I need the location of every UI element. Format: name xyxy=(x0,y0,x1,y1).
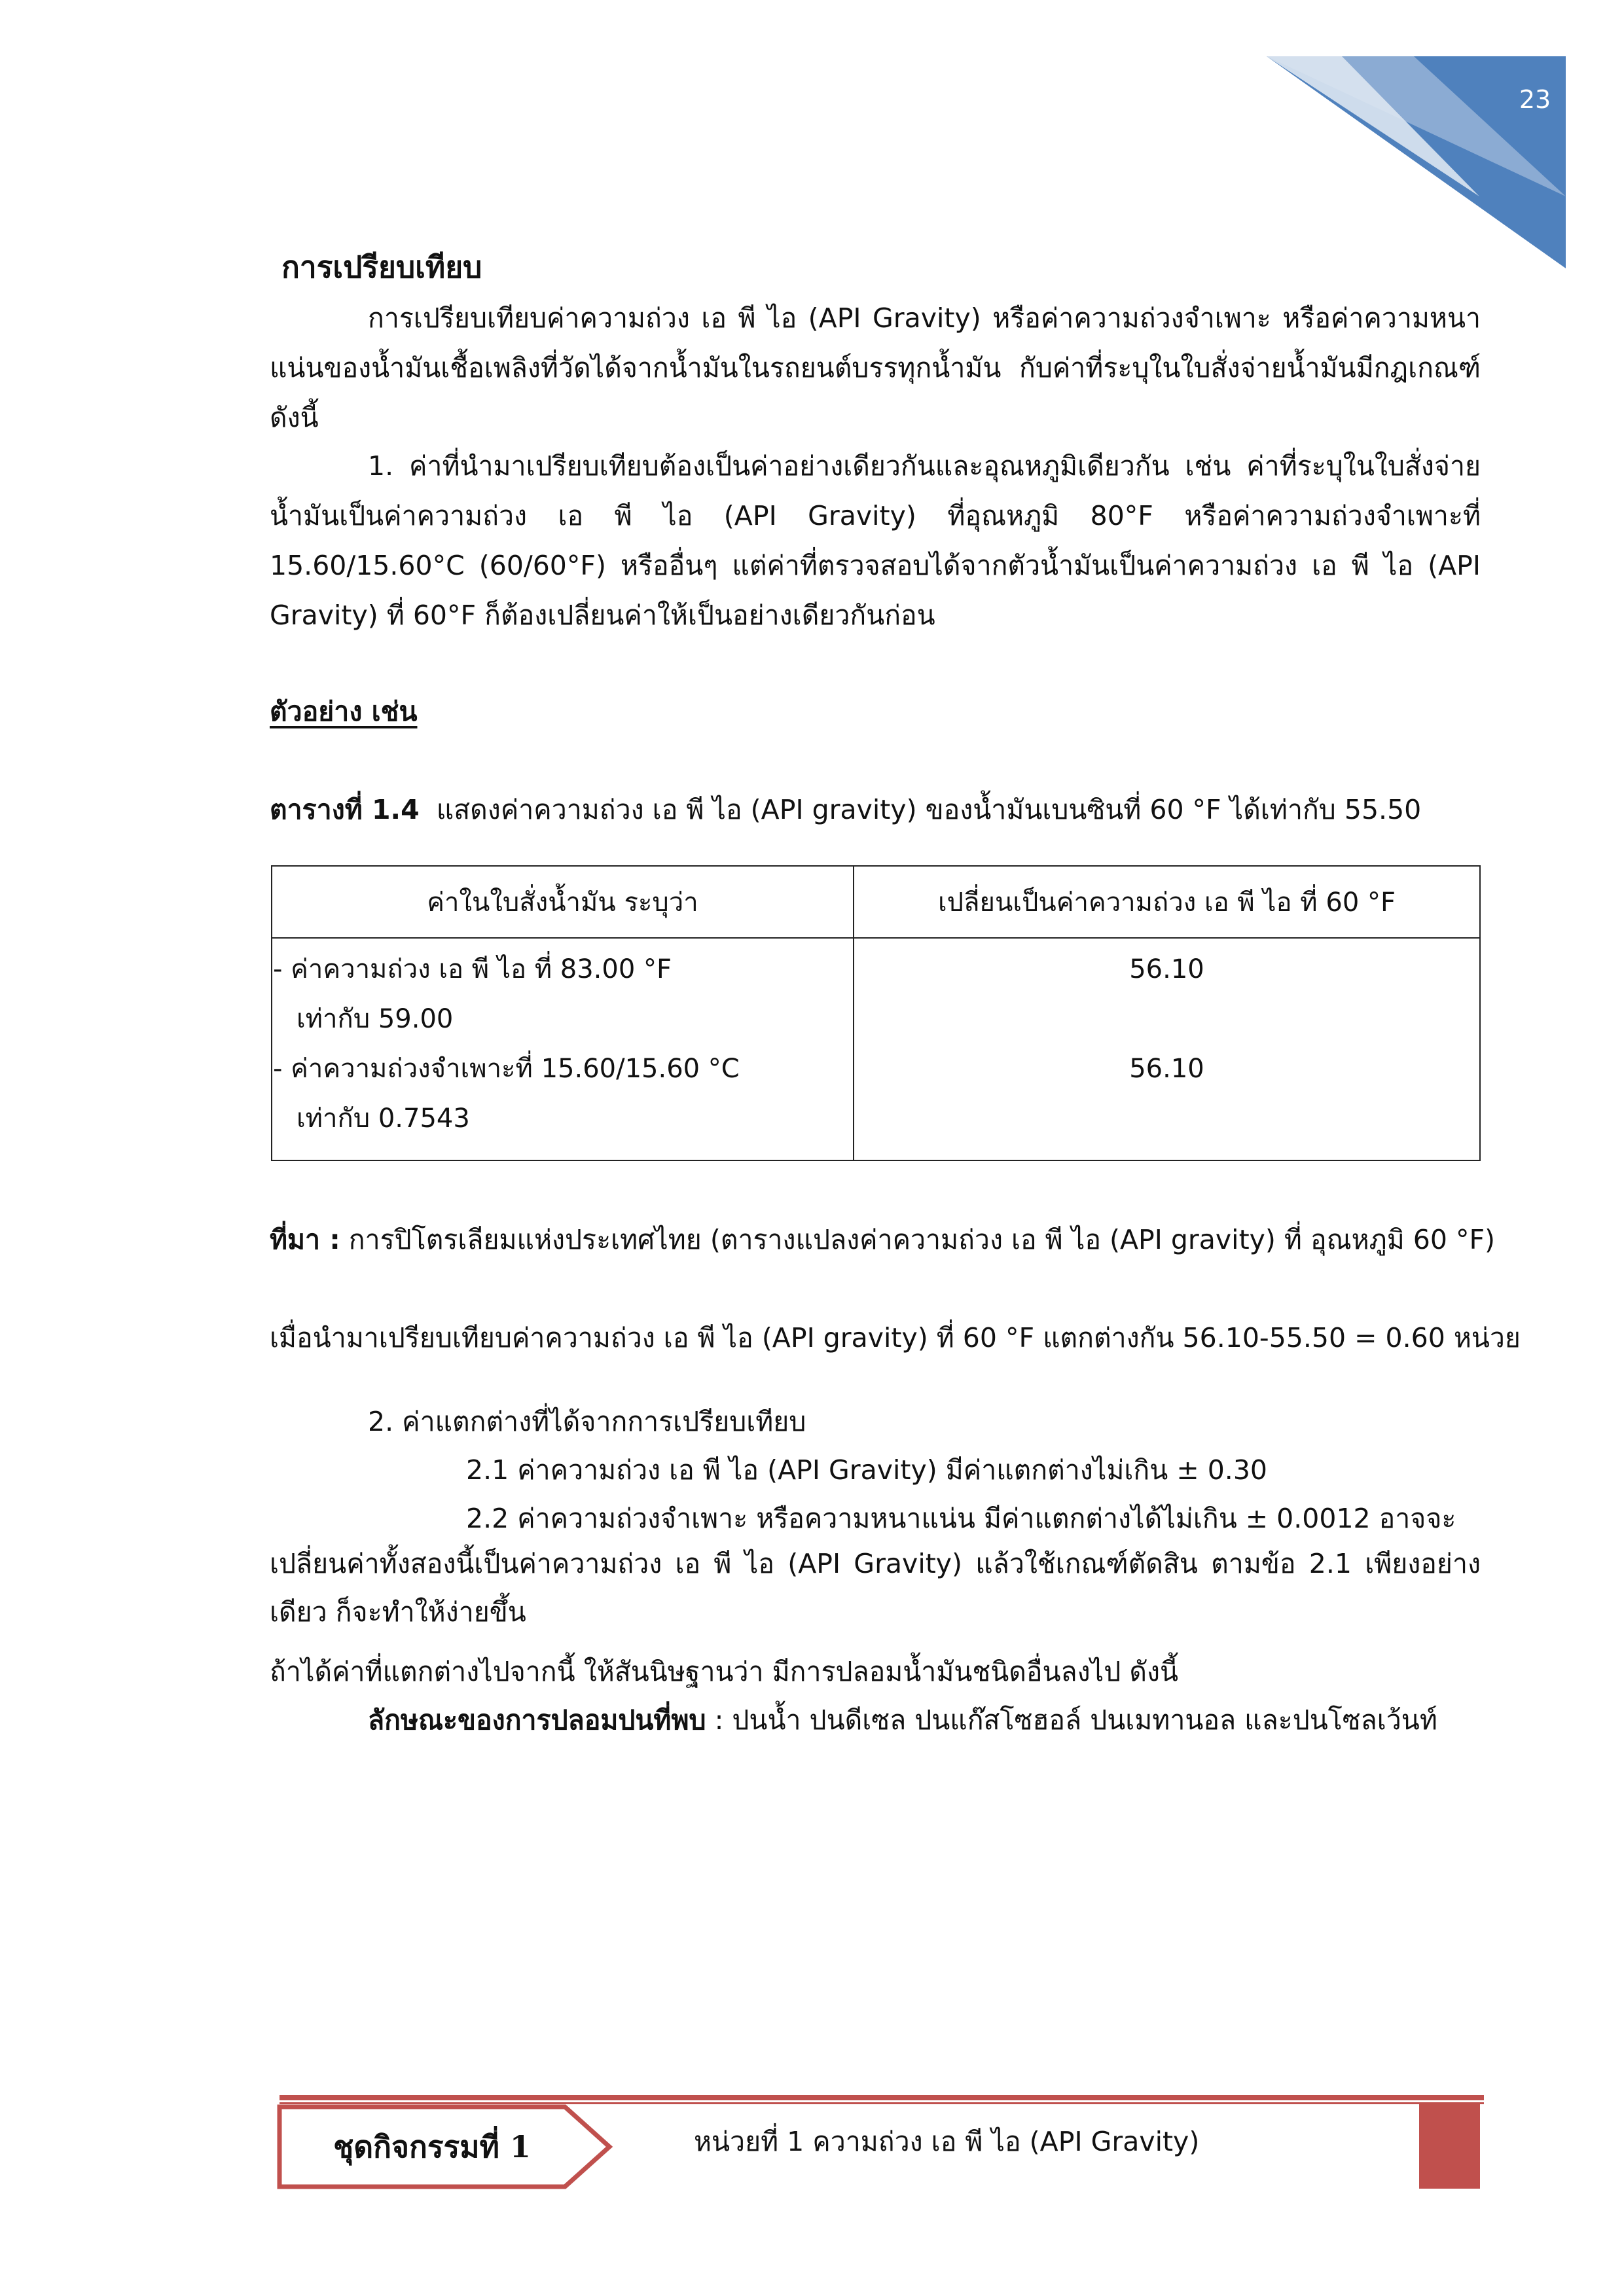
corner-decoration xyxy=(0,0,1624,281)
row1-value: 56.10 xyxy=(1129,954,1204,984)
source-text: การปิโตรเลียมแห่งประเทศไทย (ตารางแปลงค่าความถ่วง เอ พี ไอ (API gravity) ที่ อุณหภูมิ 60 °F) xyxy=(348,1224,1496,1255)
footer-accent-block xyxy=(1419,2102,1480,2189)
example-label: ตัวอย่าง เช่น xyxy=(270,696,418,727)
table-caption-text: แสดงค่าความถ่วง เอ พี ไอ (API gravity) ของน้ำมันเบนซินที่ 60 °F ได้เท่ากับ 55.50 xyxy=(436,794,1422,825)
row1-line1: - ค่าความถ่วง เอ พี ไอ ที่ 83.00 °F xyxy=(273,954,672,984)
rule-1-paragraph: 1. ค่าที่นำมาเปรียบเทียบต้องเป็นค่าอย่างเดียวกันและอุณหภูมิเดียวกัน เช่น ค่าที่ระบุในใบสั่งจ่ายน้ำมันเป็นค่าความถ่วง เอ พี ไอ (API Gravity) ที่อุณหภูมิ 80°F หรือค่าความถ่วงจำเพาะที่ 15.60/15.60°C (60/60°F) หรืออื่นๆ แต่ค่าที่ตรวจสอบได้จากตัวน้ำมันเป็นค่าความถ่วง เอ พี ไอ (API Gravity) ที่ 60°F ก็ต้องเปลี่ยนค่าให้เป็นอย่างเดียวกันก่อน xyxy=(270,450,1481,631)
row2-line1: - ค่าความถ่วงจำเพาะที่ 15.60/15.60 °C xyxy=(273,1054,740,1084)
footer-rule-thick xyxy=(280,2095,1484,2100)
table-cell-converted-values xyxy=(854,938,1480,1160)
table-row xyxy=(272,938,1480,1160)
source-label: ที่มา : xyxy=(270,1224,340,1255)
unit-title: หน่วยที่ 1 ความถ่วง เอ พี ไอ (API Gravity) xyxy=(694,2126,1200,2157)
activity-set-label: ชุดกิจกรรมที่ 1 xyxy=(333,2129,531,2164)
row1-line2: เท่ากับ 59.00 xyxy=(297,1004,454,1034)
table-header-converted-value: เปลี่ยนเป็นค่าความถ่วง เอ พี ไอ ที่ 60 °F xyxy=(854,866,1480,938)
conversion-table xyxy=(271,865,1481,1161)
comparison-text: เมื่อนำมาเปรียบเทียบค่าความถ่วง เอ พี ไอ (API gravity) ที่ 60 °F แตกต่างกัน 56.10-55.50 = 0.60 หน่วย xyxy=(270,1322,1521,1354)
conclusion-text: ถ้าได้ค่าที่แตกต่างไปจากนี้ ให้สันนิษฐานว่า มีการปลอมน้ำมันชนิดอื่นลงไป ดังนี้ xyxy=(270,1656,1179,1687)
item-2-1: 2.1 ค่าความถ่วง เอ พี ไอ (API Gravity) มีค่าแตกต่างไม่เกิน ± 0.30 xyxy=(466,1454,1267,1486)
page-number: 23 xyxy=(1519,85,1551,114)
table-caption xyxy=(270,789,1421,831)
row2-line2: เท่ากับ 0.7543 xyxy=(297,1103,470,1134)
adulteration-note xyxy=(368,1699,1437,1742)
intro-paragraph: การเปรียบเทียบค่าความถ่วง เอ พี ไอ (API Gravity) หรือค่าความถ่วงจำเพาะ หรือค่าความหนาแน่นของน้ำมันเชื้อเพลิงที่วัดได้จากน้ำมันในรถยนต์บรรทุกน้ำมัน กับค่าที่ระบุในใบสั่งจ่ายน้ำมันมีกฎเกณฑ์ดังนี้ xyxy=(270,302,1481,433)
adulteration-label: ลักษณะของการปลอมปนที่พบ xyxy=(368,1704,706,1736)
item-2-2-continuation: เปลี่ยนค่าทั้งสองนี้เป็นค่าความถ่วง เอ พี ไอ (API Gravity) แล้วใช้เกณฑ์ตัดสิน ตามข้อ 2.1 เพียงอย่างเดียว ก็จะทำให้ง่ายขึ้น xyxy=(270,1548,1481,1628)
item-2: 2. ค่าแตกต่างที่ได้จากการเปรียบเทียบ xyxy=(368,1406,806,1437)
table-caption-label: ตารางที่ 1.4 xyxy=(270,794,420,825)
source-note xyxy=(270,1219,1495,1261)
adulteration-text: : ปนน้ำ ปนดีเซล ปนแก๊สโซฮอล์ ปนเมทานอล และปนโซลเว้นท์ xyxy=(714,1704,1437,1736)
table-cell-order-values xyxy=(272,938,854,1160)
table-header-order-value: ค่าในใบสั่งน้ำมัน ระบุว่า xyxy=(272,866,854,938)
item-2-2-first-line: 2.2 ค่าความถ่วงจำเพาะ หรือความหนาแน่น มีค่าแตกต่างได้ไม่เกิน ± 0.0012 อาจจะ xyxy=(466,1503,1456,1534)
row2-value: 56.10 xyxy=(1129,1054,1204,1084)
section-heading: การเปรียบเทียบ xyxy=(281,249,482,285)
